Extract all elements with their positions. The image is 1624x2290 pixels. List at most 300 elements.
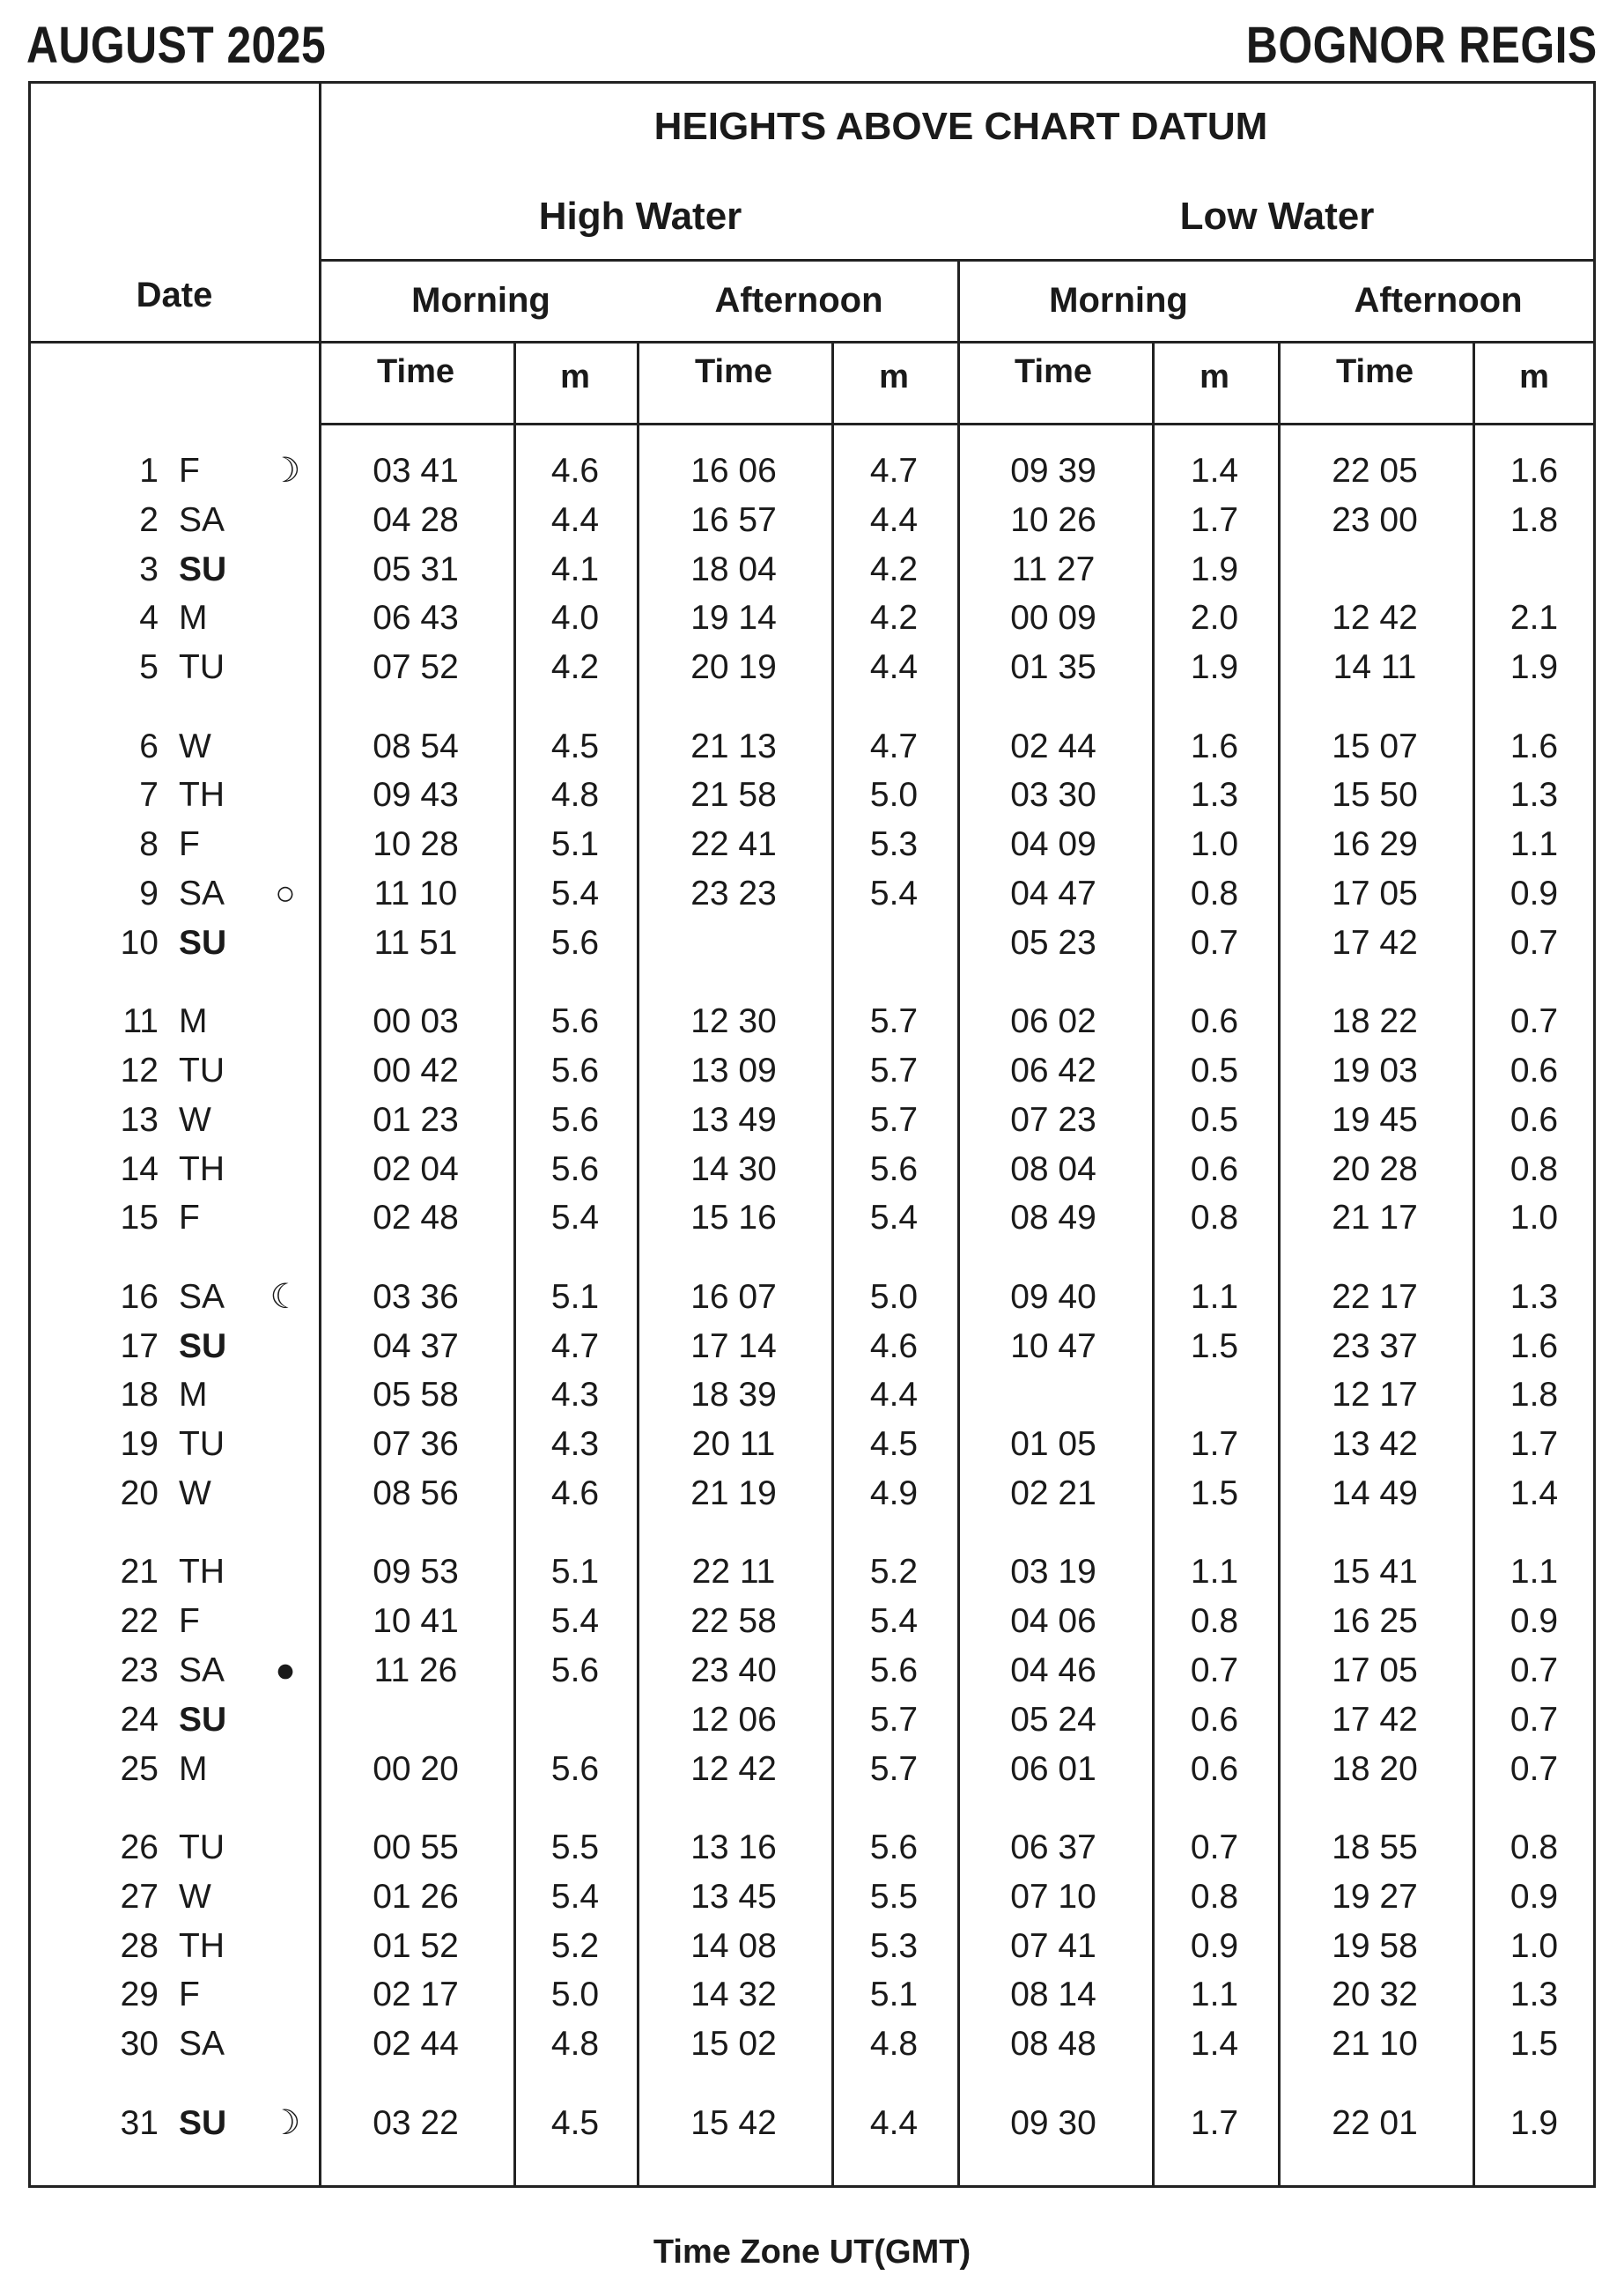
lw-afternoon-time: 14 11: [1332, 648, 1417, 687]
weekday: TH: [179, 1553, 225, 1592]
hw-afternoon-time: 22 58: [690, 1602, 777, 1641]
hw-afternoon-time: 13 45: [690, 1877, 777, 1916]
weekday: F: [179, 825, 200, 864]
lw-afternoon-time: 17 42: [1332, 1700, 1418, 1739]
table-row: [31, 1370, 1598, 1420]
hw-afternoon-height: 4.4: [869, 1376, 919, 1415]
date-number: 11: [122, 1002, 159, 1041]
hw-afternoon-height: 4.6: [869, 1326, 919, 1365]
moon-phase-icon: ☽: [269, 2103, 301, 2142]
lw-afternoon-height: 0.9: [1510, 1602, 1559, 1641]
lw-afternoon-height: 0.7: [1510, 923, 1559, 962]
hw-afternoon-time: 14 32: [690, 1976, 777, 2014]
hw-morning-height-label: m: [560, 358, 590, 395]
hw-morning-height: 5.4: [550, 1199, 600, 1237]
hw-morning-height: 5.1: [550, 1553, 600, 1592]
hw-afternoon-height: 5.5: [869, 1877, 919, 1916]
page-month-title: AUGUST 2025: [26, 17, 327, 74]
table-row: [31, 1745, 1598, 1794]
lw-afternoon-height: 0.7: [1510, 1002, 1559, 1041]
hw-afternoon-height: 4.9: [869, 1474, 919, 1512]
lw-afternoon-time: 18 22: [1332, 1002, 1418, 1041]
weekday: TU: [179, 1052, 225, 1090]
date-number: 29: [120, 1976, 159, 2014]
weekday: W: [179, 1100, 211, 1139]
table-row: [31, 722, 1598, 772]
lw-afternoon-height: 1.6: [1510, 1326, 1559, 1365]
lw-morning-time: 04 06: [1010, 1602, 1096, 1641]
lw-morning-time: 03 30: [1010, 776, 1096, 815]
weekday: SU: [179, 2103, 227, 2142]
hw-afternoon-height: 5.3: [869, 1926, 919, 1965]
hw-afternoon-time: 18 04: [690, 550, 777, 588]
weekday: TU: [179, 1828, 225, 1866]
hw-afternoon-height-label: m: [879, 358, 909, 395]
table-row: [31, 2099, 1598, 2148]
hw-afternoon-time: 19 14: [690, 599, 777, 638]
lw-morning-label: Morning: [1049, 281, 1188, 320]
lw-afternoon-height: 1.7: [1510, 1425, 1559, 1464]
lw-morning-time: 09 39: [1010, 452, 1096, 490]
lw-morning-time: 10 26: [1010, 500, 1096, 539]
lw-morning-height: 0.5: [1190, 1052, 1239, 1090]
lw-afternoon-height: 0.7: [1510, 1651, 1559, 1689]
hw-morning-time: 00 42: [373, 1052, 459, 1090]
hw-morning-time: 07 52: [373, 648, 459, 687]
hw-morning-time: 11 10: [373, 875, 458, 912]
hw-morning-time: 02 17: [373, 1976, 459, 2014]
hw-morning-height: 4.3: [550, 1425, 600, 1464]
hw-afternoon-time: 23 40: [690, 1651, 777, 1689]
lw-morning-time: 05 23: [1010, 923, 1096, 962]
lw-morning-time-label: Time: [1014, 353, 1093, 390]
date-number: 2: [139, 500, 159, 539]
lw-morning-height: 1.4: [1190, 452, 1239, 490]
hw-afternoon-time: 16 06: [690, 452, 777, 490]
date-number: 23: [120, 1651, 159, 1689]
lw-afternoon-time: 12 42: [1332, 599, 1418, 638]
lw-afternoon-time: 17 42: [1332, 923, 1418, 962]
lw-afternoon-height: 1.6: [1510, 727, 1559, 765]
lw-morning-time: 08 48: [1010, 2025, 1096, 2064]
table-row: [31, 2020, 1598, 2069]
lw-afternoon-time: 16 29: [1332, 825, 1418, 864]
table-row: [31, 1469, 1598, 1518]
lw-morning-time: 09 40: [1010, 1277, 1096, 1316]
lw-afternoon-height: 0.6: [1510, 1052, 1559, 1090]
date-number: 19: [120, 1425, 159, 1464]
lw-morning-height: 0.7: [1190, 923, 1239, 962]
weekday: SA: [179, 1651, 225, 1689]
weekday: SU: [179, 550, 227, 588]
lw-afternoon-time: 22 05: [1332, 452, 1418, 490]
hw-morning-height: 5.0: [550, 1976, 600, 2014]
lw-afternoon-time: 22 01: [1332, 2103, 1418, 2142]
hw-morning-time: 02 44: [373, 2025, 459, 2064]
lw-afternoon-time: 16 25: [1332, 1602, 1418, 1641]
hw-morning-height: 5.6: [550, 1749, 600, 1788]
lw-morning-time: 10 47: [1010, 1326, 1096, 1365]
hw-afternoon-height: 5.2: [869, 1553, 919, 1592]
lw-morning-time: 04 46: [1010, 1651, 1096, 1689]
hw-afternoon-height: 4.4: [869, 648, 919, 687]
hw-afternoon-height: 5.6: [869, 1149, 919, 1188]
hw-afternoon-time: 15 16: [690, 1199, 777, 1237]
table-row: [31, 1970, 1598, 2020]
lw-afternoon-time: 22 17: [1332, 1277, 1418, 1316]
lw-morning-time: 08 04: [1010, 1149, 1096, 1188]
hw-morning-height: 4.5: [550, 727, 600, 765]
date-number: 8: [139, 825, 159, 864]
hw-morning-height: 5.6: [550, 1100, 600, 1139]
hw-afternoon-height: 4.4: [869, 500, 919, 539]
hw-morning-time: 10 41: [373, 1602, 459, 1641]
lw-afternoon-time: 18 55: [1332, 1828, 1418, 1866]
high-water-label: High Water: [538, 195, 742, 238]
hw-morning-time: 01 23: [373, 1100, 459, 1139]
hw-morning-height: 4.4: [550, 500, 600, 539]
hw-morning-time: 09 43: [373, 776, 459, 815]
hw-afternoon-time: 12 30: [690, 1002, 777, 1041]
lw-morning-time: 00 09: [1010, 599, 1096, 638]
lw-morning-height: 1.1: [1190, 1553, 1239, 1592]
lw-morning-height: 1.1: [1190, 1976, 1239, 2014]
date-number: 7: [139, 776, 159, 815]
weekday: M: [179, 1002, 208, 1041]
table-row: [31, 594, 1598, 643]
hw-afternoon-time: 16 07: [690, 1277, 777, 1316]
hw-morning-time: 03 41: [373, 452, 459, 490]
lw-afternoon-height: 0.8: [1510, 1149, 1559, 1188]
hw-afternoon-height: 5.7: [869, 1052, 919, 1090]
lw-afternoon-height: 1.9: [1510, 648, 1559, 687]
date-number: 16: [120, 1277, 159, 1316]
weekday: TH: [179, 776, 225, 815]
hw-morning-height: 5.6: [550, 923, 600, 962]
lw-afternoon-time: 13 42: [1332, 1425, 1418, 1464]
hw-afternoon-time: 15 42: [690, 2103, 777, 2142]
hw-morning-time-label: Time: [376, 353, 455, 390]
lw-afternoon-time: 12 17: [1332, 1376, 1418, 1415]
lw-morning-height: 1.5: [1190, 1474, 1239, 1512]
hw-afternoon-time: 16 57: [690, 500, 777, 539]
table-row: [31, 1420, 1598, 1469]
heights-title: HEIGHTS ABOVE CHART DATUM: [653, 105, 1268, 148]
hw-afternoon-height: 4.7: [869, 727, 919, 765]
weekday: W: [179, 727, 211, 765]
date-number: 13: [120, 1100, 159, 1139]
hw-afternoon-height: 5.3: [869, 825, 919, 864]
hw-morning-height: 4.8: [550, 776, 600, 815]
date-number: 27: [120, 1877, 159, 1916]
weekday: SA: [179, 875, 225, 912]
lw-morning-height: 1.9: [1190, 550, 1239, 588]
hw-afternoon-time: 13 09: [690, 1052, 777, 1090]
hw-morning-height: 4.7: [550, 1326, 600, 1365]
weekday: SU: [179, 1326, 227, 1365]
lw-morning-time: 08 14: [1010, 1976, 1096, 2014]
date-number: 14: [120, 1149, 159, 1188]
lw-morning-height: 1.1: [1190, 1277, 1239, 1316]
hw-morning-time: 11 26: [373, 1651, 458, 1689]
lw-afternoon-height: 0.6: [1510, 1100, 1559, 1139]
hw-morning-height: 5.6: [550, 1002, 600, 1041]
hw-morning-time: 10 28: [373, 825, 459, 864]
hw-afternoon-time: 20 11: [691, 1425, 776, 1464]
table-row: [31, 496, 1598, 545]
lw-afternoon-time: 15 50: [1332, 776, 1418, 815]
hw-morning-time: 05 31: [373, 550, 459, 588]
hw-afternoon-time: 21 19: [690, 1474, 777, 1512]
hw-afternoon-time: 22 41: [690, 825, 777, 864]
hw-morning-time: 04 28: [373, 500, 459, 539]
table-row: [31, 1597, 1598, 1646]
date-number: 9: [139, 875, 159, 912]
lw-afternoon-height: 0.9: [1510, 875, 1559, 912]
weekday: F: [179, 1976, 200, 2014]
tide-table: [28, 81, 1596, 2188]
hw-afternoon-height: 4.2: [869, 599, 919, 638]
table-row: [31, 545, 1598, 595]
hw-afternoon-height: 5.7: [869, 1749, 919, 1788]
hw-afternoon-time: 14 30: [690, 1149, 777, 1188]
hw-morning-time: 11 51: [373, 923, 458, 962]
hw-afternoon-time: 21 58: [690, 776, 777, 815]
lw-afternoon-time: 19 45: [1332, 1100, 1418, 1139]
moon-phase-icon: ●: [275, 1651, 296, 1689]
lw-morning-time: 03 19: [1010, 1553, 1096, 1592]
lw-morning-height: 0.7: [1190, 1828, 1239, 1866]
lw-afternoon-time: 14 49: [1332, 1474, 1418, 1512]
hw-afternoon-height: 5.1: [869, 1976, 919, 2014]
lw-afternoon-height: 1.3: [1510, 1277, 1559, 1316]
hw-morning-height: 5.2: [550, 1926, 600, 1965]
hw-afternoon-height: 5.7: [869, 1100, 919, 1139]
lw-morning-height: 0.6: [1190, 1149, 1239, 1188]
hw-morning-height: 5.1: [550, 1277, 600, 1316]
hw-morning-height: 5.5: [550, 1828, 600, 1866]
lw-morning-time: 06 42: [1010, 1052, 1096, 1090]
lw-afternoon-time: 21 17: [1332, 1199, 1418, 1237]
weekday: SA: [179, 1277, 225, 1316]
weekday: F: [179, 1602, 200, 1641]
hw-morning-height: 4.6: [550, 452, 600, 490]
hw-afternoon-height: 5.7: [869, 1002, 919, 1041]
table-row: [31, 1695, 1598, 1745]
hw-morning-height: 4.3: [550, 1376, 600, 1415]
lw-afternoon-height: 1.3: [1510, 1976, 1559, 2014]
hw-morning-time: 07 36: [373, 1425, 459, 1464]
weekday: F: [179, 1199, 200, 1237]
lw-morning-time: 11 27: [1011, 550, 1096, 588]
hw-afternoon-time: 15 02: [690, 2025, 777, 2064]
lw-morning-height: 1.0: [1190, 825, 1239, 864]
lw-afternoon-height: 1.3: [1510, 776, 1559, 815]
table-row: [31, 771, 1598, 820]
hw-afternoon-time: 17 14: [690, 1326, 777, 1365]
hw-morning-time: 09 53: [373, 1553, 459, 1592]
table-row: [31, 1096, 1598, 1145]
table-row: [31, 447, 1598, 496]
date-number: 22: [120, 1602, 159, 1641]
date-number: 25: [120, 1749, 159, 1788]
hw-afternoon-height: 5.6: [869, 1651, 919, 1689]
lw-afternoon-height: 1.8: [1510, 1376, 1559, 1415]
table-row: [31, 820, 1598, 869]
weekday: TH: [179, 1149, 225, 1188]
hw-morning-height: 5.6: [550, 1052, 600, 1090]
lw-morning-height: 1.9: [1190, 648, 1239, 687]
hw-morning-time: 05 58: [373, 1376, 459, 1415]
moon-phase-icon: ○: [275, 875, 296, 912]
weekday: F: [179, 452, 200, 490]
table-row: [31, 919, 1598, 968]
date-number: 10: [120, 923, 159, 962]
hw-afternoon-time-label: Time: [694, 353, 773, 390]
weekday: W: [179, 1474, 211, 1512]
lw-afternoon-height: 1.8: [1510, 500, 1559, 539]
table-row: [31, 1548, 1598, 1597]
lw-morning-time: 07 41: [1010, 1926, 1096, 1965]
hw-afternoon-height: 5.4: [869, 1602, 919, 1641]
hw-morning-time: 03 22: [373, 2103, 459, 2142]
lw-afternoon-time: 18 20: [1332, 1749, 1418, 1788]
lw-morning-height: 0.5: [1190, 1100, 1239, 1139]
lw-morning-time: 06 37: [1010, 1828, 1096, 1866]
lw-afternoon-height: 1.0: [1510, 1199, 1559, 1237]
weekday: TU: [179, 1425, 225, 1464]
lw-morning-height: 1.5: [1190, 1326, 1239, 1365]
lw-afternoon-height: 1.6: [1510, 452, 1559, 490]
hw-afternoon-time: 22 11: [691, 1553, 776, 1592]
hw-morning-height: 4.0: [550, 599, 600, 638]
hw-morning-time: 02 04: [373, 1149, 459, 1188]
lw-afternoon-height: 1.4: [1510, 1474, 1559, 1512]
date-number: 6: [139, 727, 159, 765]
table-row: [31, 1823, 1598, 1873]
hw-morning-label: Morning: [411, 281, 550, 320]
hw-afternoon-height: 5.0: [869, 1277, 919, 1316]
lw-morning-height: 1.6: [1190, 727, 1239, 765]
date-number: 1: [139, 452, 159, 490]
date-number: 17: [120, 1326, 159, 1365]
hw-afternoon-height: 4.7: [869, 452, 919, 490]
hw-afternoon-height: 4.5: [869, 1425, 919, 1464]
lw-afternoon-height: 1.0: [1510, 1926, 1559, 1965]
hw-afternoon-time: 14 08: [690, 1926, 777, 1965]
lw-afternoon-height: 0.8: [1510, 1828, 1559, 1866]
lw-morning-height: 0.8: [1190, 1877, 1239, 1916]
lw-morning-height: 0.9: [1190, 1926, 1239, 1965]
lw-morning-time: 02 21: [1010, 1474, 1096, 1512]
lw-morning-time: 04 09: [1010, 825, 1096, 864]
weekday: SA: [179, 2025, 225, 2064]
lw-afternoon-time: 20 28: [1332, 1149, 1418, 1188]
table-row: [31, 1046, 1598, 1096]
lw-morning-height: 2.0: [1190, 599, 1239, 638]
hw-morning-height: 4.8: [550, 2025, 600, 2064]
hw-morning-height: 4.1: [550, 550, 600, 588]
lw-morning-height-label: m: [1200, 358, 1229, 395]
hw-afternoon-height: 5.4: [869, 1199, 919, 1237]
date-number: 31: [120, 2103, 159, 2142]
hw-afternoon-time: 23 23: [690, 875, 777, 912]
date-number: 4: [139, 599, 159, 638]
hw-afternoon-time: 21 13: [690, 727, 777, 765]
hw-morning-height: 5.4: [550, 875, 600, 912]
lw-morning-height: 1.7: [1190, 1425, 1239, 1464]
table-row: [31, 1922, 1598, 1971]
hw-afternoon-height: 4.4: [869, 2103, 919, 2142]
table-row: [31, 643, 1598, 692]
hw-afternoon-time: 20 19: [690, 648, 777, 687]
hw-morning-time: 00 20: [373, 1749, 459, 1788]
lw-afternoon-height: 1.9: [1510, 2103, 1559, 2142]
lw-morning-time: 08 49: [1010, 1199, 1096, 1237]
moon-phase-icon: ☾: [269, 1277, 301, 1316]
hw-morning-time: 03 36: [373, 1277, 459, 1316]
lw-morning-height: 0.7: [1190, 1651, 1239, 1689]
lw-afternoon-time: 15 07: [1332, 727, 1418, 765]
date-number: 20: [120, 1474, 159, 1512]
table-row: [31, 1873, 1598, 1922]
table-row: [31, 997, 1598, 1046]
date-number: 28: [120, 1926, 159, 1965]
date-number: 12: [120, 1052, 159, 1090]
lw-morning-time: 09 30: [1010, 2103, 1096, 2142]
hw-afternoon-height: 5.4: [869, 875, 919, 912]
weekday: SU: [179, 923, 227, 962]
hw-morning-time: 08 56: [373, 1474, 459, 1512]
lw-morning-height: 0.8: [1190, 1199, 1239, 1237]
lw-afternoon-time: 23 00: [1332, 500, 1418, 539]
hw-afternoon-height: 4.2: [869, 550, 919, 588]
lw-morning-time: 06 02: [1010, 1002, 1096, 1041]
hw-morning-time: 06 43: [373, 599, 459, 638]
hw-morning-time: 08 54: [373, 727, 459, 765]
lw-morning-time: 07 23: [1010, 1100, 1096, 1139]
date-number: 5: [139, 648, 159, 687]
lw-afternoon-height: 0.9: [1510, 1877, 1559, 1916]
lw-morning-time: 01 35: [1010, 648, 1096, 687]
hw-morning-height: 4.6: [550, 1474, 600, 1512]
table-row: [31, 1322, 1598, 1371]
hw-afternoon-time: 13 49: [690, 1100, 777, 1139]
lw-afternoon-time: 15 41: [1332, 1553, 1418, 1592]
timezone-note: Time Zone UT(GMT): [653, 2234, 971, 2271]
hw-morning-time: 00 03: [373, 1002, 459, 1041]
lw-afternoon-time: 19 03: [1332, 1052, 1418, 1090]
table-row: [31, 869, 1598, 919]
lw-afternoon-label: Afternoon: [1354, 281, 1523, 320]
lw-afternoon-height: 1.1: [1510, 825, 1559, 864]
weekday: SA: [179, 500, 225, 539]
lw-morning-height: 0.8: [1190, 1602, 1239, 1641]
weekday: M: [179, 1376, 208, 1415]
lw-morning-height: 1.4: [1190, 2025, 1239, 2064]
date-number: 30: [120, 2025, 159, 2064]
lw-afternoon-time: 20 32: [1332, 1976, 1418, 2014]
lw-morning-time: 04 47: [1010, 875, 1096, 912]
hw-afternoon-label: Afternoon: [714, 281, 883, 320]
date-number: 24: [120, 1700, 159, 1739]
weekday: TH: [179, 1926, 225, 1965]
lw-afternoon-time: 19 58: [1332, 1926, 1418, 1965]
lw-afternoon-time: 17 05: [1332, 1651, 1418, 1689]
hw-afternoon-height: 5.6: [869, 1828, 919, 1866]
lw-afternoon-height: 0.7: [1510, 1749, 1559, 1788]
lw-morning-height: 1.3: [1190, 776, 1239, 815]
